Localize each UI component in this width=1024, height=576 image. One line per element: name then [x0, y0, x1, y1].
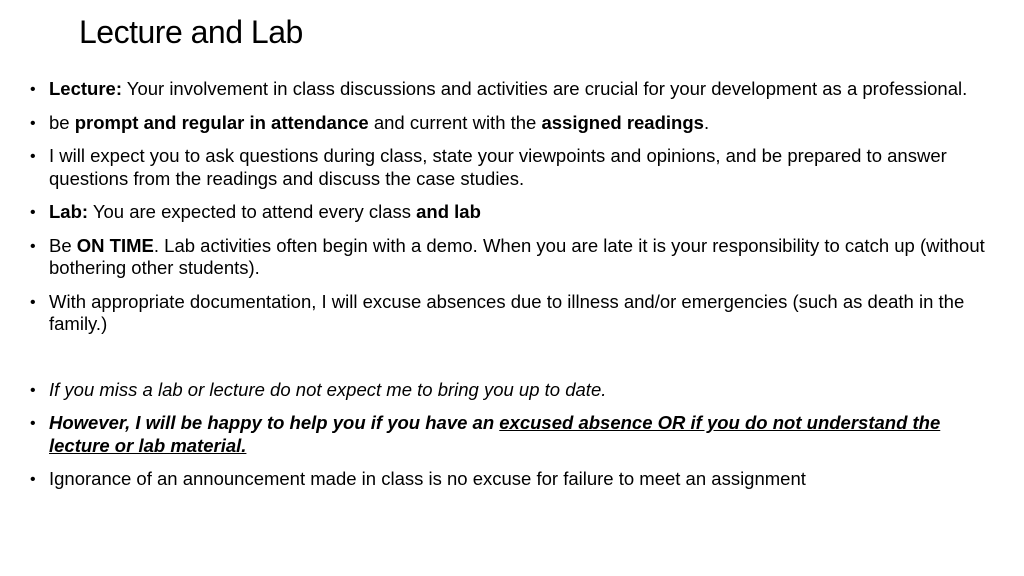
bullet-lab — [30, 201, 1000, 224]
bullet-ignorance — [30, 468, 1000, 491]
bullet-text: Your involvement in class discussions and activities are crucial for your development as a professional. — [122, 78, 968, 99]
bullet-text: Be — [49, 234, 77, 256]
bullet-text: If you miss a lab or lecture do not expect me to bring you up to date. — [49, 378, 607, 400]
bullet-lead: Lecture: — [49, 78, 122, 99]
bullet-emphasis: assigned readings — [541, 111, 704, 133]
bullet-icon: • — [30, 204, 36, 221]
bullet-lecture — [30, 78, 1000, 101]
bullet-icon: • — [30, 381, 36, 399]
bullet-emphasis: and lab — [416, 201, 481, 222]
bullet-text: I will expect you to ask questions during class, state your viewpoints and opinions, and be prepared to answer questions from the readings and discuss the case studies. — [49, 145, 947, 189]
bullet-lead: Lab: — [49, 201, 89, 222]
bullet-icon: • — [30, 148, 36, 165]
bullet-text: and current with the — [368, 111, 542, 133]
bullet-documentation — [30, 291, 1000, 336]
bullet-emphasis: prompt and regular in attendance — [74, 111, 369, 133]
bullet-text: However, I will be happy to help you if you have an — [49, 412, 500, 433]
bullet-icon: • — [30, 237, 36, 255]
bullet-text: be — [49, 111, 75, 133]
bullet-icon: • — [30, 81, 36, 98]
bullet-text: . — [703, 111, 710, 133]
bullet-text: Ignorance of an announcement made in class is no excuse for failure to meet an assignment — [49, 468, 806, 489]
bullet-icon: • — [30, 114, 36, 132]
bullet-icon: • — [30, 471, 36, 488]
bullet-icon: • — [30, 415, 36, 432]
slide-title: Lecture and Lab — [79, 14, 303, 50]
bullet-text: . Lab activities often begin with a demo. When you are late it is your responsibility to catch up (without bothering other students). — [49, 234, 985, 278]
bullet-questions — [30, 145, 1000, 190]
bullet-icon: • — [30, 293, 36, 311]
bullet-underlined: excused absence OR if you do not understand the lecture or lab material. — [49, 412, 941, 456]
bullet-text: You are expected to attend every class — [88, 201, 417, 222]
bullet-attendance — [30, 112, 1000, 135]
bullet-text: With appropriate documentation, I will excuse absences due to illness and/or emergencies (such as death in the family.) — [49, 290, 965, 334]
bullet-help — [30, 412, 1000, 457]
bullet-miss-lab — [30, 379, 1000, 402]
bullet-emphasis: ON TIME — [76, 234, 154, 256]
bullet-on-time — [30, 235, 1000, 280]
bullet-list — [30, 78, 1000, 502]
